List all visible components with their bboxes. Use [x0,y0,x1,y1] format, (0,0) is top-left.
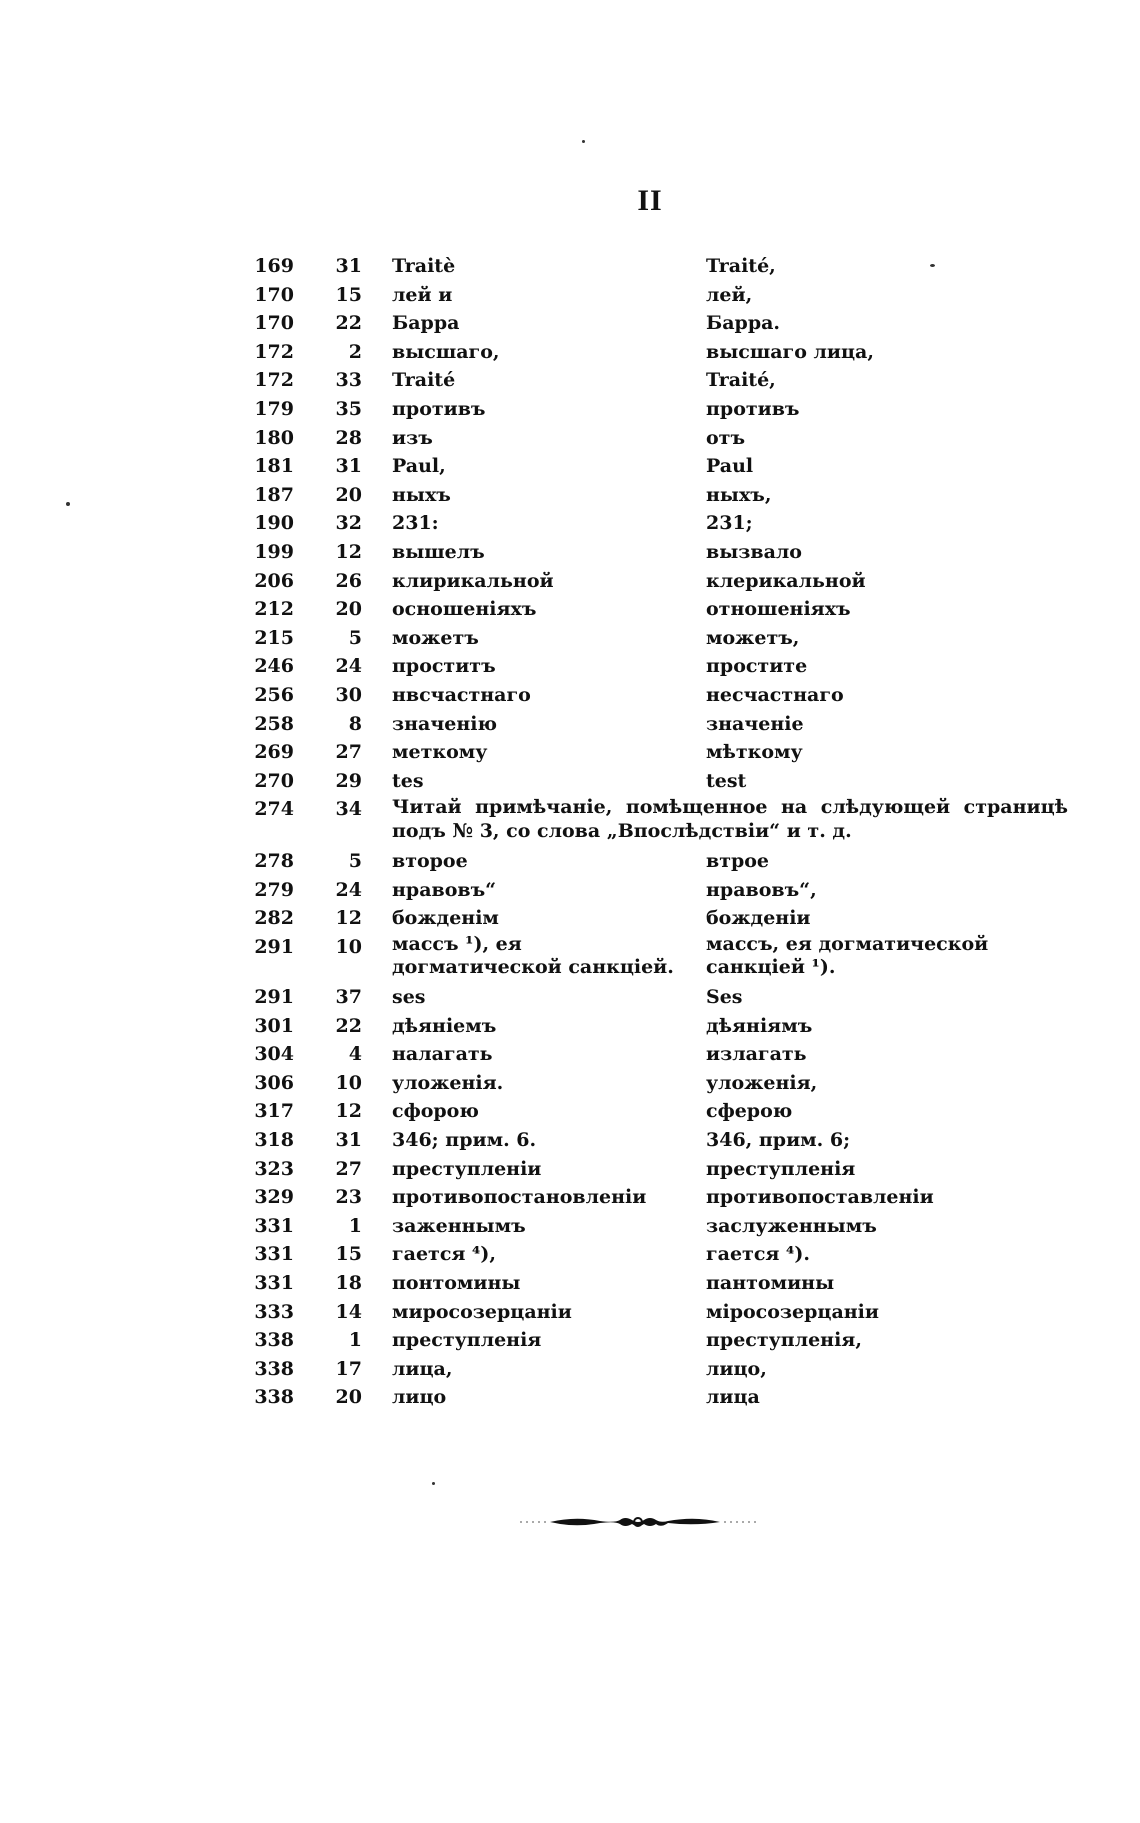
errata-right: Traité, [706,369,776,392]
errata-page: 318 [254,1129,294,1152]
errata-page: 187 [254,483,294,506]
errata-right: преступленія, [706,1329,862,1352]
errata-row [0,309,1140,338]
errata-right: клерикальной [706,569,866,592]
errata-right: мѣткому [706,741,803,764]
errata-row [0,424,1140,453]
errata-wrong: лица, [392,1357,453,1380]
errata-line: 29 [335,769,362,792]
errata-page: 170 [254,312,294,335]
errata-page: 179 [254,397,294,420]
errata-line: 10 [335,936,362,959]
errata-right: излагать [706,1043,807,1066]
errata-right: сферою [706,1100,793,1123]
errata-row [0,338,1140,367]
errata-row [0,366,1140,395]
errata-right: божденіи [706,907,811,930]
errata-line: 12 [335,1100,362,1123]
errata-line: 8 [348,712,362,735]
errata-line: 31 [335,255,362,277]
errata-page: 215 [254,626,294,649]
errata-right: уложенія, [706,1071,818,1094]
errata-row [0,538,1140,567]
errata-page: 338 [254,1386,294,1409]
errata-right: вызвало [706,540,802,563]
ornament-icon [520,1512,760,1532]
errata-right: несчастнаго [706,683,844,706]
errata-line: 18 [335,1272,362,1294]
errata-right: лей, [706,283,753,306]
errata-wrong: Барра [392,312,460,335]
errata-page: 333 [254,1300,294,1323]
errata-right: отъ [706,426,746,449]
errata-row [0,1355,1140,1384]
errata-line: 32 [335,512,362,535]
ornament-divider [520,1512,760,1532]
errata-row [0,847,1140,876]
errata-row [0,1326,1140,1355]
errata-right: лица [706,1386,760,1409]
errata-wrong: уложенія. [392,1071,504,1094]
errata-row [0,652,1140,681]
errata-wrong: вышелъ [392,540,485,563]
errata-line: 37 [335,986,362,1009]
errata-right: нравовъ“, [706,878,817,901]
errata-right: преступленія [706,1157,856,1180]
errata-row [0,1240,1140,1269]
errata-page: 306 [254,1071,294,1094]
errata-wrong: второе [392,850,468,873]
errata-wrong: значенію [392,712,497,735]
errata-line: 31 [335,455,362,478]
errata-row [0,795,1140,847]
errata-row [0,876,1140,905]
speck [432,1482,435,1485]
errata-right: противопоставленіи [706,1186,934,1209]
errata-wrong: ses [392,986,426,1009]
errata-page: 291 [254,936,294,959]
errata-wrong: лицо [392,1386,447,1409]
errata-wrong: преступленія [392,1329,542,1352]
errata-row [0,1097,1140,1126]
errata-row [0,738,1140,767]
errata-right: лицо, [706,1357,767,1380]
errata-wrong: нравовъ“ [392,878,497,901]
errata-wrong: 346; прим. 6. [392,1129,537,1152]
errata-row [0,1183,1140,1212]
errata-page: 246 [254,655,294,678]
errata-right: высшаго лица, [706,340,874,363]
errata-wrong: налагать [392,1043,493,1066]
errata-page: 329 [254,1186,294,1209]
errata-row [0,1040,1140,1069]
errata-line: 34 [335,798,362,821]
errata-wrong: понтомины [392,1272,521,1294]
errata-line: 15 [335,1243,362,1266]
errata-right: ныхъ, [706,483,772,506]
errata-wrong: проститъ [392,655,496,678]
errata-wrong: можетъ [392,626,479,649]
errata-page: 279 [254,878,294,901]
errata-note: Читай примѣчаніе, помѣщенное на слѣдующей страницѣ подъ № 3, со слова „Впослѣдствіи“ и т. д. [392,796,1068,843]
errata-wrong: гается ⁴), [392,1243,496,1266]
errata-line: 20 [335,598,362,621]
errata-row [0,710,1140,739]
errata-page: 270 [254,769,294,792]
errata-line: 33 [335,369,362,392]
errata-right: значеніе [706,712,804,735]
errata-line: 24 [335,878,362,901]
errata-line: 10 [335,1071,362,1094]
errata-page: 323 [254,1157,294,1180]
errata-right: Paul [706,455,754,478]
errata-line: 30 [335,683,362,706]
errata-wrong: Paul, [392,455,446,478]
errata-page: 274 [254,798,294,821]
errata-wrong: массъ ¹), ея догматической санкціей. [392,933,674,979]
errata-page: 206 [254,569,294,592]
errata-page: 181 [254,455,294,478]
errata-page: 199 [254,540,294,563]
errata-page: 331 [254,1272,294,1294]
errata-page: 291 [254,986,294,1009]
errata-wrong: 231: [392,512,439,535]
errata-line: 5 [348,626,362,649]
page-number: II [637,184,663,217]
errata-row [0,681,1140,710]
errata-row [0,595,1140,624]
errata-row [0,1298,1140,1327]
errata-page: 317 [254,1100,294,1123]
errata-line: 27 [335,741,362,764]
errata-line: 14 [335,1300,362,1323]
errata-page: 338 [254,1329,294,1352]
errata-row [0,1383,1140,1412]
errata-row [0,904,1140,933]
speck [582,140,585,143]
errata-page: 258 [254,712,294,735]
errata-row [0,1212,1140,1241]
errata-line: 17 [335,1357,362,1380]
errata-page: 256 [254,683,294,706]
errata-row [0,252,1140,281]
errata-row [0,624,1140,653]
errata-page: 212 [254,598,294,621]
errata-wrong: Traitè [392,255,456,277]
errata-line: 27 [335,1157,362,1180]
errata-wrong: лей и [392,283,453,306]
errata-right: отношеніяхъ [706,598,851,621]
errata-page: 304 [254,1043,294,1066]
errata-wrong: осношеніяхъ [392,598,537,621]
errata-page: 331 [254,1214,294,1237]
errata-row [0,933,1140,983]
errata-line: 23 [335,1186,362,1209]
errata-line: 22 [335,312,362,335]
errata-page: 331 [254,1243,294,1266]
errata-wrong: Traité [392,369,456,392]
errata-right: простите [706,655,808,678]
errata-row [0,509,1140,538]
errata-row [0,567,1140,596]
errata-row [0,767,1140,796]
errata-row [0,1126,1140,1155]
errata-right: test [706,769,747,792]
errata-line: 22 [335,1014,362,1037]
errata-wrong: заженнымъ [392,1214,526,1237]
errata-page: 170 [254,283,294,306]
errata-right: Ses [706,986,743,1009]
errata-page: 169 [254,255,294,277]
errata-line: 4 [348,1043,362,1066]
errata-right: 346, прим. 6; [706,1129,851,1152]
errata-row [0,281,1140,310]
errata-wrong: меткому [392,741,488,764]
errata-line: 35 [335,397,362,420]
errata-wrong: нвсчастнаго [392,683,531,706]
errata-line: 20 [335,1386,362,1409]
speck [66,502,70,506]
errata-wrong: ныхъ [392,483,451,506]
errata-page: 190 [254,512,294,535]
errata-page: 338 [254,1357,294,1380]
errata-row [0,1069,1140,1098]
errata-wrong: противъ [392,397,486,420]
errata-wrong: преступленіи [392,1157,542,1180]
errata-right: пантомины [706,1272,835,1294]
errata-right: заслуженнымъ [706,1214,877,1237]
errata-row [0,983,1140,1012]
errata-line: 1 [348,1214,362,1237]
errata-page: 269 [254,741,294,764]
errata-page: 180 [254,426,294,449]
errata-line: 5 [348,850,362,873]
speck [930,264,935,267]
errata-wrong: клирикальной [392,569,554,592]
errata-wrong: изъ [392,426,433,449]
errata-table [0,252,1140,1412]
errata-page: 301 [254,1014,294,1037]
errata-right: втрое [706,850,770,873]
errata-row [0,481,1140,510]
errata-line: 12 [335,907,362,930]
errata-wrong: высшаго, [392,340,500,363]
errata-page: 278 [254,850,294,873]
errata-wrong: миросозерцаніи [392,1300,572,1323]
errata-line: 15 [335,283,362,306]
errata-right: Барра. [706,312,781,335]
errata-line: 31 [335,1129,362,1152]
errata-wrong: tes [392,769,424,792]
errata-right: Traité, [706,255,776,277]
errata-page: 282 [254,907,294,930]
errata-page: 172 [254,369,294,392]
errata-row [0,452,1140,481]
errata-row [0,395,1140,424]
errata-line: 2 [348,340,362,363]
errata-right: гается ⁴). [706,1243,810,1266]
errata-right: противъ [706,397,800,420]
errata-line: 28 [335,426,362,449]
errata-wrong: противопостановленіи [392,1186,647,1209]
errata-line: 1 [348,1329,362,1352]
errata-right: дѣяніямъ [706,1014,813,1037]
errata-wrong: сфорою [392,1100,479,1123]
errata-wrong: божденім [392,907,499,930]
errata-right: міросозерцаніи [706,1300,879,1323]
errata-line: 24 [335,655,362,678]
errata-row [0,1155,1140,1184]
errata-row [0,1012,1140,1041]
errata-right: можетъ, [706,626,800,649]
errata-row [0,1269,1140,1298]
errata-right: массъ, ея догматической санкціей ¹). [706,933,989,979]
errata-line: 26 [335,569,362,592]
errata-right: 231; [706,512,753,535]
errata-wrong: дѣяніемъ [392,1014,497,1037]
errata-line: 12 [335,540,362,563]
errata-line: 20 [335,483,362,506]
errata-page: 172 [254,340,294,363]
